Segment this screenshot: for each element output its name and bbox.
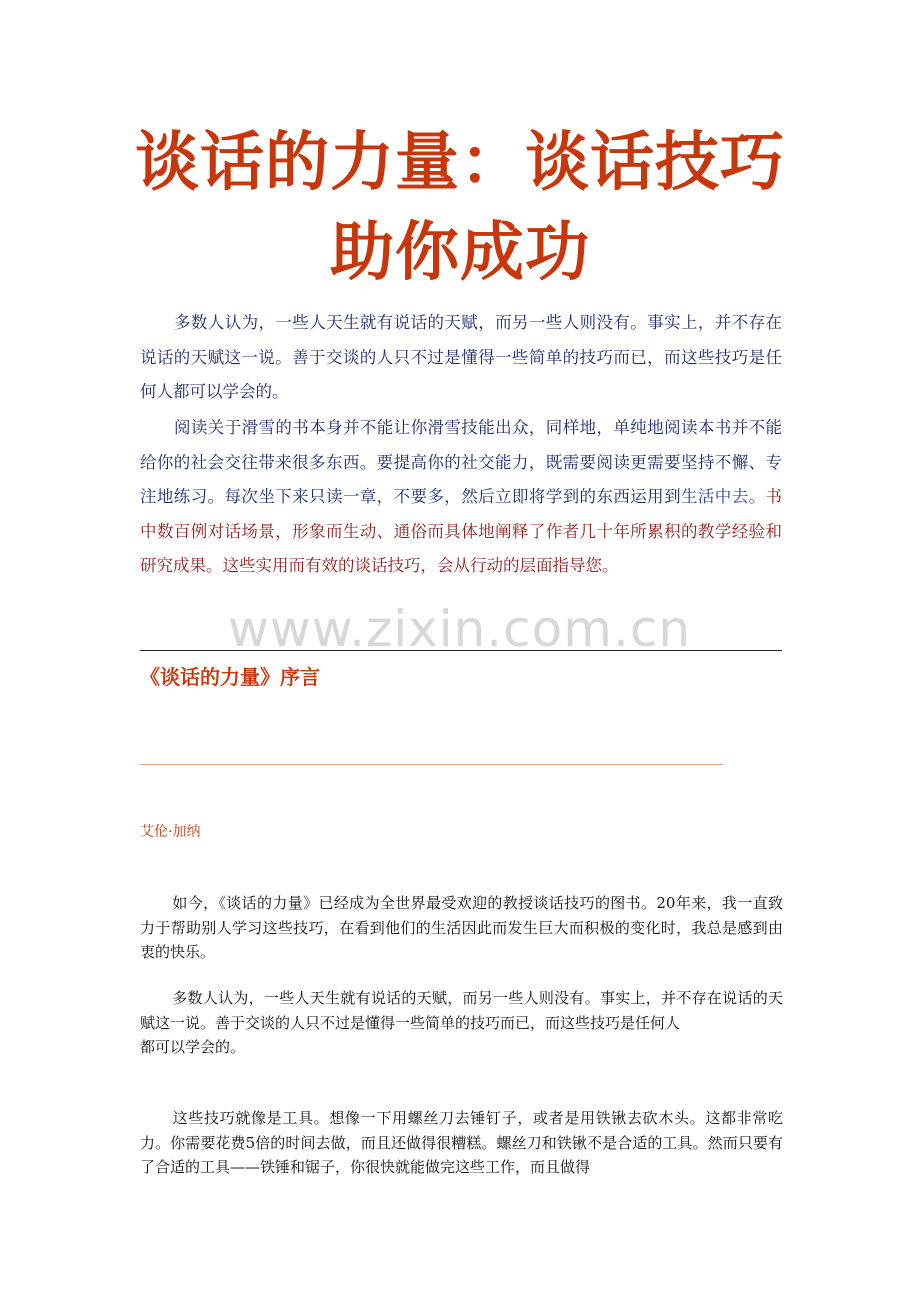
- intro-paragraph-2-highlight: 生活中去。: [680, 487, 766, 506]
- intro-paragraph-2-red-text: 书中数百例对话场景，形象而生动、通俗而具体地阐释了作者几十年所累积的教学经验和研究成果。这些实用而有效的谈话技巧，会从行动的层面指导您。: [140, 487, 783, 575]
- body-paragraph-2-text: 多数人认为，一些人天生就有说话的天赋，而另一些人则没有。事实上，并不存在说话的天赋这一说。善于交谈的人只不过是懂得一些简单的技巧而已，而这些技巧是任何人: [140, 989, 783, 1032]
- body-paragraph-2: [140, 986, 783, 1060]
- author-name: 艾伦·加纳: [140, 824, 201, 840]
- intro-paragraph-2-text: 阅读关于滑雪的书本身并不能让你滑雪技能出众，同样地，单纯地阅读本书并不能给你的社会交往带来很多东西。要提高你的社交能力，既需要阅读更需要坚持不懈、专注地练习。每次坐下来只读一章，不要多，然后立即将学到的东西运用到: [140, 418, 782, 506]
- body-paragraph-2-tail: 都可以学会的。: [140, 1038, 246, 1056]
- body-paragraph-3: [140, 1106, 783, 1180]
- preface-heading: 《谈话的力量》序言: [140, 665, 320, 689]
- dashed-separator: ___________________________________________________________________________________: [140, 751, 724, 765]
- horizontal-rule: [140, 650, 782, 651]
- document-title: 谈话的力量：谈话技巧助你成功: [135, 125, 785, 290]
- intro-paragraph-2: [140, 411, 782, 584]
- body-paragraph-1-text: 如今，《谈话的力量》已经成为全世界最受欢迎的教授谈话技巧的图书。20年来，我一直致力于帮助别人学习这些技巧，在看到他们的生活因此而发生巨大而积极的变化时，我总是感到由衷的快乐。: [140, 894, 783, 961]
- body-paragraph-1: [140, 891, 783, 965]
- watermark: www.zixin.com.cn: [228, 600, 692, 658]
- intro-paragraph-1: 多数人认为，一些人天生就有说话的天赋，而另一些人则没有。事实上，并不存在说话的天赋这一说。善于交谈的人只不过是懂得一些简单的技巧而已，而这些技巧是任何人都可以学会的。: [140, 313, 782, 401]
- body-paragraph-3-text: 这些技巧就像是工具。想像一下用螺丝刀去锤钉子，或者是用铁锹去砍木头。这都非常吃力。你需要花费5倍的时间去做，而且还做得很糟糕。螺丝刀和铁锹不是合适的工具。然而只要有了合适的工具——铁锤和锯子，你很快就能做完这些工作，而且做得: [140, 1109, 783, 1176]
